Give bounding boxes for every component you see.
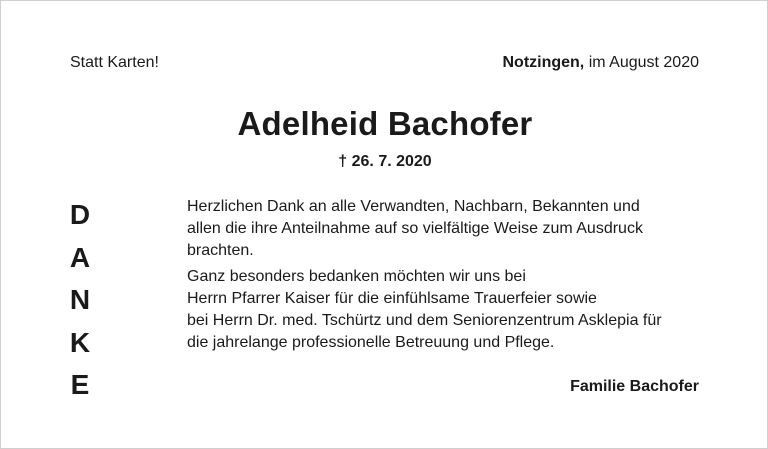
place-date-line xyxy=(502,54,699,72)
date: im August 2020 xyxy=(584,54,699,71)
deceased-name: Adelheid Bachofer xyxy=(237,105,533,142)
thanks-paragraph-1 xyxy=(187,196,727,262)
paragraph-line: Herzlichen Dank an alle Verwandten, Nachbarn, Bekannten und xyxy=(187,198,640,215)
paragraph-line: die jahrelange professionelle Betreuung und Pflege. xyxy=(187,334,555,351)
paragraph-line: Herrn Pfarrer Kaiser für die einfühlsame Trauerfeier sowie xyxy=(187,290,597,307)
paragraph-line: bei Herrn Dr. med. Tschürtz und dem Seniorenzentrum Asklepia für xyxy=(187,312,662,329)
thanks-paragraph-2 xyxy=(187,266,727,354)
danke-letter: K xyxy=(69,326,91,358)
paragraph-line: allen die ihre Anteilnahme auf so vielfältige Weise zum Ausdruck xyxy=(187,220,643,237)
paragraph-line: brachten. xyxy=(187,242,254,259)
danke-letter: N xyxy=(69,284,91,315)
danke-letter: D xyxy=(69,199,91,230)
statt-karten-note: Statt Karten! xyxy=(70,54,159,71)
paragraph-line: Ganz besonders bedanken möchten wir uns bei xyxy=(187,268,526,285)
place: Notzingen, xyxy=(502,54,585,71)
death-date: † 26. 7. 2020 xyxy=(338,153,432,170)
danke-letter: A xyxy=(69,241,91,273)
danke-letter: E xyxy=(70,369,90,400)
signature: Familie Bachofer xyxy=(570,378,699,395)
danke-vertical xyxy=(61,194,99,407)
